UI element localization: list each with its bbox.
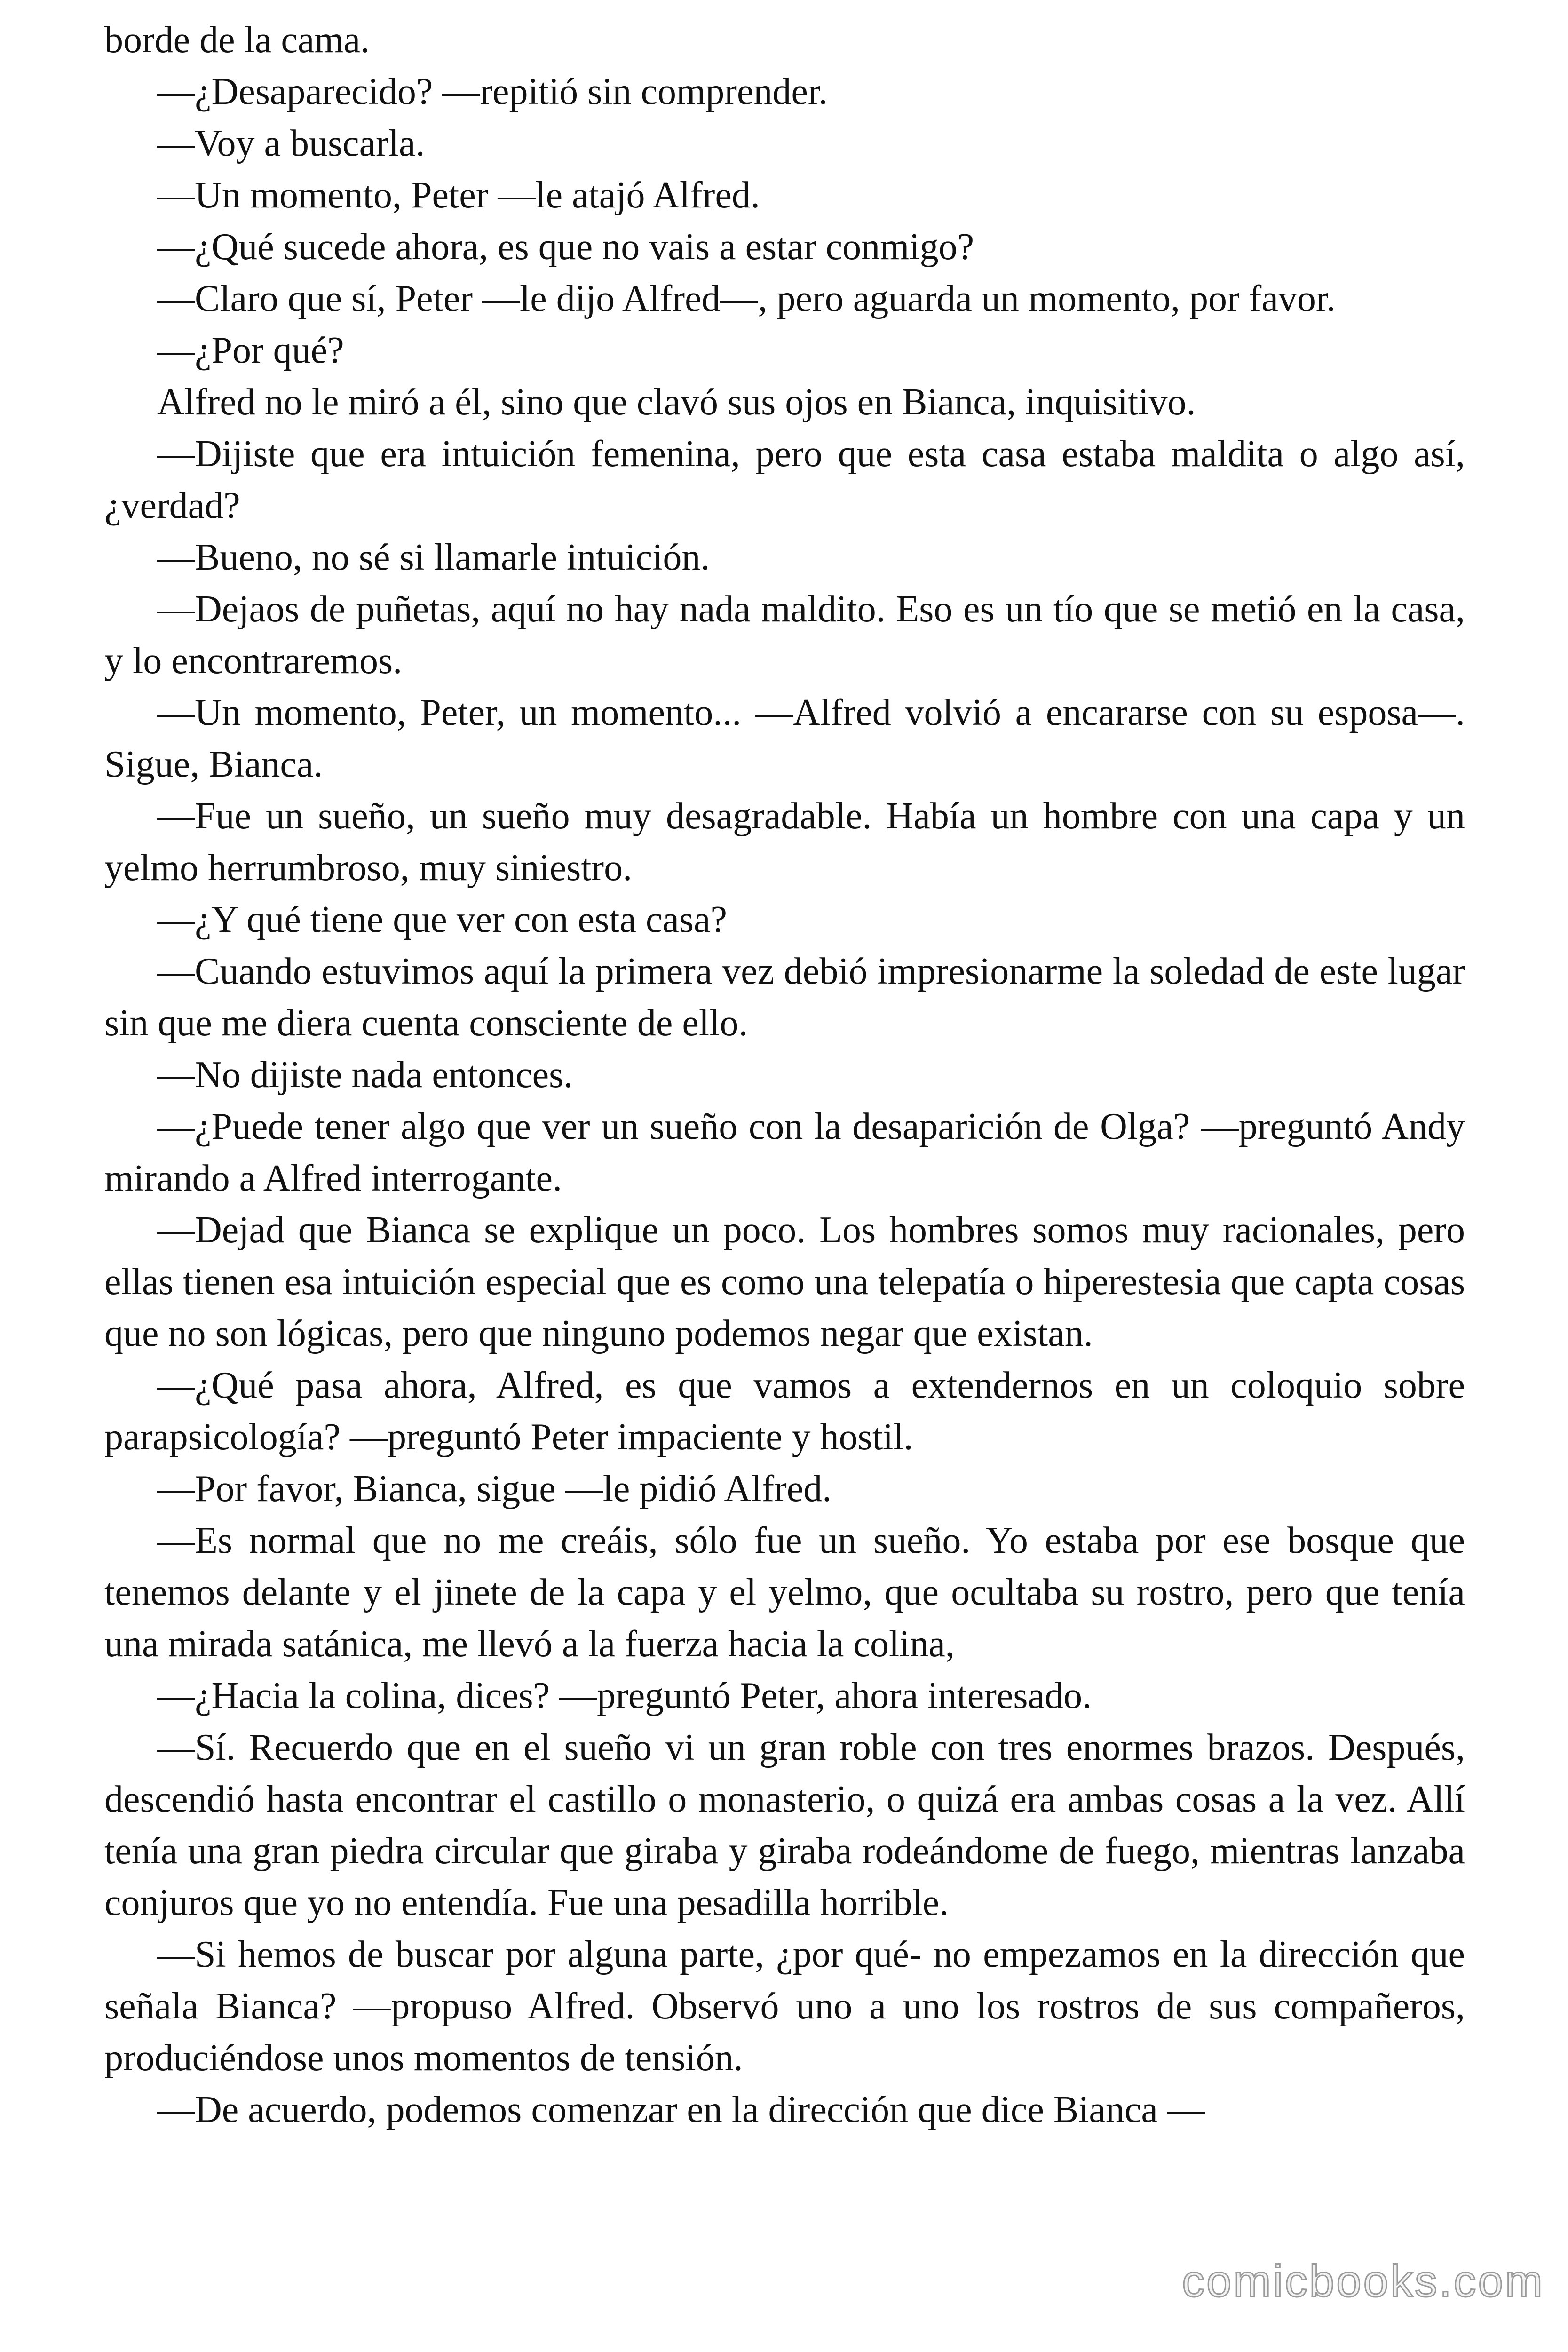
paragraph: —Si hemos de buscar por alguna parte, ¿por qué- no empezamos en la dirección que señala Bianca? —propuso Alfred. Observó uno a uno los rostros de sus compañeros, produciéndose unos momentos de tensión. xyxy=(104,1934,1465,2079)
paragraph: —¿Desaparecido? —repitió sin comprender. xyxy=(157,71,828,112)
paragraph: —¿Qué sucede ahora, es que no vais a estar conmigo? xyxy=(157,226,974,268)
watermark: comicbooks.com xyxy=(1182,2256,1544,2306)
paragraph: —De acuerdo, podemos comenzar en la dirección que dice Bianca — xyxy=(157,2089,1205,2130)
page-text xyxy=(104,14,1465,2136)
paragraph: borde de la cama. xyxy=(104,19,370,61)
paragraph: —Dejad que Bianca se explique un poco. Los hombres somos muy racionales, pero ellas tienen esa intuición especial que es como una telepatía o hiperestesia que capta cosas que no son lógicas, pero que ninguno podemos negar que existan. xyxy=(104,1209,1465,1354)
paragraph: —Un momento, Peter —le atajó Alfred. xyxy=(157,175,760,216)
paragraph: —Es normal que no me creáis, sólo fue un sueño. Yo estaba por ese bosque que tenemos delante y el jinete de la capa y el yelmo, que ocultaba su rostro, pero que tenía una mirada satánica, me llevó a la fuerza hacia la colina, xyxy=(104,1520,1465,1665)
paragraph: —¿Hacia la colina, dices? —preguntó Peter, ahora interesado. xyxy=(157,1675,1092,1716)
paragraph: —Claro que sí, Peter —le dijo Alfred—, pero aguarda un momento, por favor. xyxy=(157,278,1336,319)
paragraph: —Sí. Recuerdo que en el sueño vi un gran roble con tres enormes brazos. Después, descendió hasta encontrar el castillo o monasterio, o quizá era ambas cosas a la vez. Allí tenía una gran piedra circular que giraba y giraba rodeándome de fuego, mientras lanzaba conjuros que yo no entendía. Fue una pesadilla horrible. xyxy=(104,1727,1465,1923)
paragraph: —Cuando estuvimos aquí la primera vez debió impresionarme la soledad de este lugar sin que me diera cuenta consciente de ello. xyxy=(104,951,1465,1044)
paragraph: —¿Y qué tiene que ver con esta casa? xyxy=(157,899,727,940)
paragraph: —Dejaos de puñetas, aquí no hay nada maldito. Eso es un tío que se metió en la casa, y lo encontraremos. xyxy=(104,588,1465,682)
paragraph: Alfred no le miró a él, sino que clavó sus ojos en Bianca, inquisitivo. xyxy=(157,381,1196,423)
paragraph: —¿Por qué? xyxy=(157,330,344,371)
paragraph: —¿Qué pasa ahora, Alfred, es que vamos a extendernos en un coloquio sobre parapsicología? —preguntó Peter impaciente y hostil. xyxy=(104,1365,1465,1458)
paragraph: —Por favor, Bianca, sigue —le pidió Alfred. xyxy=(157,1468,832,1510)
paragraph: —Bueno, no sé si llamarle intuición. xyxy=(157,537,710,578)
paragraph: —Dijiste que era intuición femenina, pero que esta casa estaba maldita o algo así, ¿verdad? xyxy=(104,433,1465,526)
paragraph: —¿Puede tener algo que ver un sueño con la desaparición de Olga? —preguntó Andy mirando a Alfred interrogante. xyxy=(104,1106,1465,1199)
paragraph: —Fue un sueño, un sueño muy desagradable. Había un hombre con una capa y un yelmo herrumbroso, muy siniestro. xyxy=(104,795,1465,889)
paragraph: —Un momento, Peter, un momento... —Alfred volvió a encararse con su esposa—. Sigue, Bianca. xyxy=(104,692,1465,785)
paragraph: —Voy a buscarla. xyxy=(157,123,425,164)
paragraph: —No dijiste nada entonces. xyxy=(157,1054,573,1096)
